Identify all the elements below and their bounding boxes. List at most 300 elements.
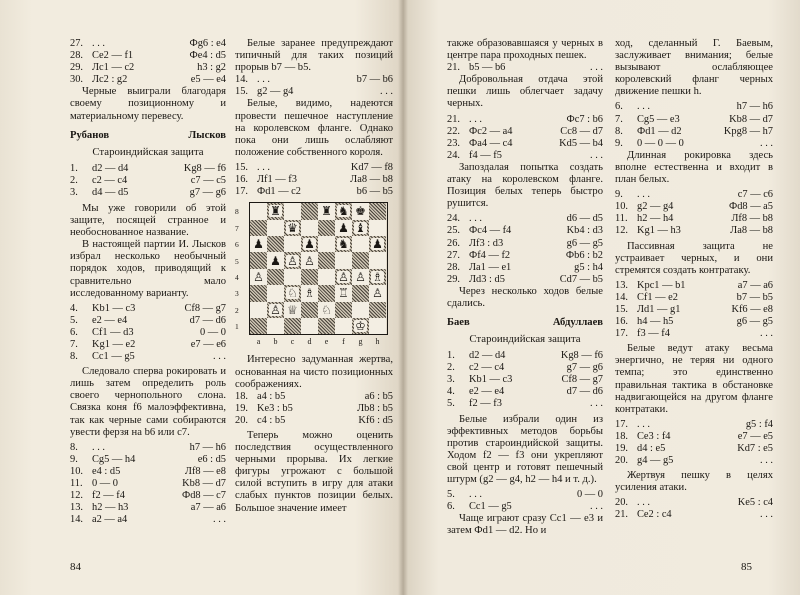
move-row: [615, 419, 773, 431]
chess-piece: ♘: [287, 286, 298, 301]
white-move: Лс2 : g2: [92, 74, 128, 86]
move-row: [615, 443, 773, 455]
move-number: 13.: [615, 279, 628, 291]
commentary: Жертвуя пешку в целях усиления атаки.: [615, 470, 773, 494]
board-square: [352, 302, 369, 318]
moves-block: [235, 391, 393, 427]
opening-name: Староиндийская защита: [92, 145, 204, 158]
white-move: Cg5 — e3: [637, 113, 680, 125]
moves-block: [615, 419, 773, 467]
move-number: 24.: [447, 213, 460, 225]
player-white: Рубанов: [70, 129, 110, 141]
board-square: [352, 285, 369, 301]
white-move: . . .: [637, 189, 650, 201]
move-row: [447, 489, 603, 501]
white-move: Kpc1 — b1: [637, 279, 686, 291]
rank-label: 3: [235, 289, 239, 299]
move-row: [615, 304, 773, 316]
move-number: 6.: [615, 101, 623, 113]
move-number: 21.: [615, 509, 628, 521]
move-row: [70, 38, 226, 50]
board-square: [352, 269, 369, 285]
rank-label: 8: [235, 207, 239, 217]
move-number: 9.: [615, 137, 623, 149]
move-row: [235, 391, 393, 403]
white-move: Лс1 — с2: [92, 62, 135, 74]
move-number: 4.: [447, 386, 455, 398]
move-row: [235, 86, 393, 98]
move-number: 24.: [447, 149, 460, 161]
commentary: Пассивная защита не устраивает черных, и они стремятся создать контратаку.: [615, 240, 773, 276]
move-number: 14.: [235, 74, 248, 86]
board-square: [250, 252, 267, 268]
move-number: 1.: [447, 350, 455, 362]
move-row: [447, 138, 603, 150]
black-move: Cf8 — g7: [184, 302, 226, 314]
white-move: g2 — g4: [637, 201, 674, 213]
board-square: [267, 269, 284, 285]
black-move: 0 — 0: [200, 326, 226, 338]
move-number: 7.: [615, 113, 623, 125]
move-number: 26.: [447, 237, 460, 249]
black-move: Cc8 — d7: [560, 125, 603, 137]
move-number: 5.: [447, 489, 455, 501]
chess-board: [249, 202, 388, 335]
move-number: 20.: [615, 497, 628, 509]
black-move: Kd7 : e5: [737, 443, 773, 454]
black-move: Kf6 : d5: [358, 414, 393, 426]
white-move: Лf3 : d3: [469, 237, 504, 249]
move-number: 14.: [615, 291, 628, 303]
board-square: [284, 269, 301, 285]
white-move: Cf1 — d3: [92, 326, 134, 338]
black-move: g7 — g6: [566, 362, 603, 374]
left-page-column-2: [235, 38, 393, 515]
board-square: [301, 318, 318, 334]
black-move: Kd5 — b4: [559, 137, 603, 149]
black-move: Фd8 — c7: [182, 490, 226, 502]
move-row: [615, 431, 773, 443]
right-page-column-2: [615, 38, 773, 522]
white-move: d4 : e5: [637, 443, 666, 454]
move-row: [235, 403, 393, 415]
board-square: [250, 285, 267, 301]
white-move: Се2 — f1: [92, 50, 134, 62]
commentary: Мы уже говорили об этой защите, посящей странное и необоснованное название.: [70, 202, 226, 239]
file-label: e: [324, 337, 329, 347]
commentary: Интересно задуманная жертва, основанная на чисто позиционных соображениях.: [235, 354, 393, 390]
black-move: h7 — h6: [189, 441, 226, 453]
black-move: a6 : b5: [364, 390, 393, 402]
chess-piece: ♘: [321, 302, 332, 317]
move-number: 16.: [235, 174, 248, 186]
white-move: . . .: [257, 161, 270, 173]
board-square: [284, 318, 301, 334]
commentary: Белые избрали один из эффективных методов борьбы против староиндийской защиты. Ходом f2 — f3 они укрепляют свой центр и готовят пешечный штурм (g2 — g4, h2 — h4 и т. д.).: [447, 413, 603, 485]
board-square: [301, 220, 318, 236]
move-number: 10.: [70, 465, 83, 477]
white-move: . . .: [469, 213, 482, 225]
moves-block: [447, 213, 603, 286]
white-move: Ke3 : b5: [257, 402, 293, 414]
black-move: d7 — d6: [189, 314, 226, 326]
black-move: . . .: [213, 351, 226, 363]
board-square: [369, 302, 386, 318]
chess-piece: ♔: [355, 319, 366, 334]
move-number: 21.: [447, 113, 460, 125]
white-move: a4 : b5: [257, 390, 286, 402]
white-move: Фf4 — f2: [469, 249, 511, 261]
move-number: 15.: [235, 161, 248, 173]
move-number: 20.: [615, 455, 628, 467]
move-number: 5.: [70, 314, 78, 326]
move-row: [70, 339, 226, 351]
move-number: 9.: [615, 189, 623, 201]
moves-block: [235, 162, 393, 198]
move-row: [615, 114, 773, 126]
move-number: 19.: [615, 443, 628, 454]
move-number: 1.: [70, 162, 78, 174]
black-move: g6 — g5: [566, 237, 603, 249]
white-move: Kg1 — h3: [637, 225, 681, 237]
commentary: В настоящей партии И. Лысков избрал несколько необычный порядок ходов, приводящий к сравнительно мало исследованному варианту.: [70, 239, 226, 299]
black-move: c7 — c6: [737, 189, 773, 201]
chess-piece: ♟: [372, 237, 383, 252]
move-number: 16.: [615, 316, 628, 328]
chess-piece: ♙: [270, 302, 281, 317]
chess-piece: ♙: [338, 269, 349, 284]
move-number: 18.: [615, 430, 628, 442]
move-row: [235, 74, 393, 86]
move-number: 27.: [447, 249, 460, 261]
move-row: [447, 225, 603, 237]
move-number: 29.: [70, 62, 83, 74]
move-number: 27.: [70, 38, 83, 49]
move-number: 28.: [70, 50, 83, 62]
black-move: Фc7 : b6: [566, 113, 603, 125]
move-number: 28.: [447, 261, 460, 273]
white-move: 0 — 0 — 0: [637, 137, 684, 149]
black-move: Kd7 — f8: [350, 161, 393, 173]
move-row: [615, 201, 773, 213]
chess-piece: ♗: [304, 286, 315, 301]
moves-block: [70, 303, 226, 363]
file-label: b: [273, 337, 278, 347]
move-row: [447, 250, 603, 262]
white-move: h2 — h3: [92, 502, 129, 514]
board-square: [284, 236, 301, 252]
player-black: Лысков: [188, 129, 226, 141]
board-square: [369, 318, 386, 334]
move-number: 11.: [70, 478, 83, 489]
board-square: [352, 220, 369, 236]
chess-piece: ♗: [372, 269, 383, 284]
board-square: [352, 203, 369, 219]
black-move: Kpg8 — h7: [723, 125, 773, 137]
page-number-left: 84: [70, 561, 81, 573]
board-square: [352, 318, 369, 334]
black-move: . . .: [590, 398, 603, 410]
black-move: b7 — b5: [736, 291, 773, 303]
board-square: [301, 302, 318, 318]
white-move: g4 — g5: [637, 455, 674, 467]
move-row: [70, 163, 226, 175]
move-number: 6.: [447, 501, 455, 513]
page-number-right: 85: [741, 561, 752, 573]
move-row: [70, 442, 226, 454]
move-number: 19.: [235, 402, 248, 414]
white-move: c2 — c4: [92, 174, 128, 186]
white-move: e2 — e4: [92, 314, 128, 326]
board-square: [250, 236, 267, 252]
move-row: [615, 292, 773, 304]
chess-piece: ♚: [355, 204, 366, 219]
black-move: Фg6 : e4: [189, 38, 226, 49]
move-row: [615, 280, 773, 292]
board-square: [301, 269, 318, 285]
black-move: . . .: [590, 62, 603, 74]
board-square: [284, 302, 301, 318]
black-move: . . .: [380, 86, 393, 98]
file-label: f: [342, 337, 345, 347]
board-square: [267, 236, 284, 252]
board-square: [318, 236, 335, 252]
commentary: Черные выиграли благодаря своему позиционному и материальному перевесу.: [70, 86, 226, 122]
board-square: [335, 236, 352, 252]
move-row: [70, 175, 226, 187]
black-move: g7 — g6: [189, 186, 226, 198]
move-number: 29.: [447, 273, 460, 285]
move-number: 10.: [615, 201, 628, 213]
black-move: Фd8 — a5: [729, 201, 773, 213]
move-row: [615, 316, 773, 328]
black-move: h7 — h6: [736, 101, 773, 113]
move-row: [447, 362, 603, 374]
moves-block: [235, 74, 393, 98]
black-move: a7 — a6: [737, 279, 773, 291]
move-number: 15.: [615, 303, 628, 315]
chess-piece: ♛: [287, 220, 298, 235]
moves-block: [615, 101, 773, 149]
board-square: [369, 203, 386, 219]
move-number: 7.: [70, 338, 78, 350]
move-row: [70, 187, 226, 199]
commentary: Чаще играют сразу Cc1 — e3 и затем Фd1 — d2. Но и: [447, 513, 603, 537]
rank-label: 1: [235, 322, 239, 332]
white-move: c2 — c4: [469, 362, 505, 374]
move-number: 30.: [70, 74, 83, 86]
board-file-labels: [250, 336, 393, 348]
black-move: Cd7 — b5: [559, 273, 603, 285]
move-number: 13.: [70, 502, 83, 514]
rank-label: 5: [235, 256, 239, 266]
white-move: Ce3 : f4: [637, 430, 671, 442]
white-move: Лa1 — e1: [469, 261, 512, 273]
white-move: Ce2 : c4: [637, 509, 672, 521]
move-row: [70, 514, 226, 526]
black-move: . . .: [590, 501, 603, 513]
move-row: [615, 455, 773, 467]
board-square: [318, 269, 335, 285]
move-row: [447, 350, 603, 362]
white-move: Фc2 — a4: [469, 125, 513, 137]
move-row: [615, 101, 773, 113]
chess-piece: ♟: [270, 253, 281, 268]
white-move: . . .: [92, 441, 105, 453]
move-row: [447, 501, 603, 513]
move-row: [615, 126, 773, 138]
black-move: a7 — a6: [190, 502, 226, 514]
board-square: [267, 252, 284, 268]
black-move: g5 : h4: [574, 261, 603, 273]
white-move: Cg5 — h4: [92, 453, 136, 465]
black-move: Лa8 — b8: [350, 174, 393, 186]
move-row: [447, 374, 603, 386]
move-number: 2.: [447, 362, 455, 374]
opening-name: Староиндийская защита: [469, 333, 581, 346]
board-square: [318, 203, 335, 219]
black-move: Kb4 : d3: [566, 225, 603, 237]
white-move: Фc4 — f4: [469, 225, 512, 237]
white-move: Cc1 — g5: [92, 351, 135, 363]
board-square: [250, 269, 267, 285]
move-number: 21.: [447, 62, 460, 74]
right-page: [403, 0, 800, 595]
chess-piece: ♙: [287, 253, 298, 268]
player-black: Абдуллаев: [552, 317, 603, 329]
chess-piece: ♕: [287, 302, 298, 317]
move-row: [70, 466, 226, 478]
move-number: 5.: [447, 398, 455, 410]
moves-block: [447, 489, 603, 513]
black-move: Фb6 : b2: [565, 249, 603, 261]
move-row: [70, 478, 226, 490]
board-square: [369, 220, 386, 236]
white-move: d2 — d4: [92, 162, 129, 174]
black-move: Фе4 : d5: [189, 50, 226, 62]
chess-piece: ♙: [304, 253, 315, 268]
black-move: c7 — c5: [190, 174, 226, 186]
commentary: Белые, видимо, надеются провести пешечное наступление на королевском фланге. Однако пока они лишь ослабляют положение собственного короля.: [235, 98, 393, 158]
move-number: 3.: [447, 374, 455, 386]
white-move: Лf1 — f3: [257, 174, 297, 186]
book-gutter: [398, 0, 408, 595]
move-number: 3.: [70, 186, 78, 198]
chess-piece: ♞: [338, 204, 349, 219]
move-number: 6.: [70, 326, 78, 338]
board-square: [335, 302, 352, 318]
move-row: [235, 174, 393, 186]
white-move: Лd1 — g1: [637, 303, 681, 315]
move-row: [615, 225, 773, 237]
commentary: также образовавшаяся у черных в центре пара проходных пешек.: [447, 38, 603, 62]
chess-piece: ♞: [338, 237, 349, 252]
white-move: e4 : d5: [92, 465, 121, 477]
chess-piece: ♜: [270, 204, 281, 219]
white-move: a2 — a4: [92, 514, 128, 526]
move-row: [447, 262, 603, 274]
board-square: [267, 285, 284, 301]
move-row: [70, 303, 226, 315]
move-row: [447, 114, 603, 126]
move-row: [447, 213, 603, 225]
move-number: 17.: [615, 418, 628, 430]
white-move: f3 — f4: [637, 328, 670, 340]
move-row: [235, 162, 393, 174]
white-move: . . .: [257, 74, 270, 86]
move-number: 15.: [235, 86, 248, 98]
move-row: [70, 454, 226, 466]
chess-piece: ♖: [338, 286, 349, 301]
black-move: b7 — b6: [356, 74, 393, 86]
right-page-column-1: [447, 38, 603, 537]
board-square: [318, 220, 335, 236]
move-row: [70, 490, 226, 502]
white-move: g2 — g4: [257, 86, 294, 98]
white-move: Cf1 — e2: [637, 291, 678, 303]
board-square: [301, 285, 318, 301]
commentary: Белые заранее предупреждают типичный для таких позиций прорыв b7 — b5.: [235, 38, 393, 74]
white-move: . . .: [637, 497, 650, 509]
moves-block: [447, 114, 603, 162]
board-square: [318, 285, 335, 301]
black-move: Ke5 : c4: [737, 497, 773, 509]
commentary: ход, сделанный Г. Баевым, заслуживает внимания; белые вызывают ослабляющее королевский фланг черных движение пешки h.: [615, 38, 773, 98]
board-square: [352, 236, 369, 252]
white-move: 0 — 0: [92, 478, 118, 489]
board-square: [318, 318, 335, 334]
game-header: [447, 316, 603, 329]
file-label: c: [290, 337, 295, 347]
black-move: Kb8 — d7: [729, 113, 773, 125]
move-row: [235, 415, 393, 427]
white-move: f2 — f4: [92, 490, 125, 502]
move-row: [447, 398, 603, 410]
commentary: Белые ведут атаку весьма энергично, не теряя ни одного темпа; это единственно правильная тактика в обстановке надвигающейся на другом фланге контратаки.: [615, 343, 773, 415]
move-row: [70, 74, 226, 86]
board-square: [369, 269, 386, 285]
left-page-column-1: [70, 38, 226, 526]
black-move: Kf6 — e8: [731, 303, 773, 315]
board-square: [335, 318, 352, 334]
black-move: d6 — d5: [566, 213, 603, 225]
chess-piece: ♙: [372, 286, 383, 301]
black-move: e7 — e5: [737, 430, 773, 442]
white-move: . . .: [637, 101, 650, 113]
white-move: f2 — f3: [469, 398, 502, 410]
commentary: Запоздалая попытка создать атаку на королевском фланге. Позиция белых теперь быстро рушится.: [447, 161, 603, 210]
move-number: 14.: [70, 514, 83, 526]
white-move: d4 — d5: [92, 186, 129, 198]
move-row: [235, 186, 393, 198]
black-move: е5 — е4: [190, 74, 226, 86]
file-label: d: [307, 337, 312, 347]
white-move: d2 — d4: [469, 350, 506, 362]
moves-block: [70, 163, 226, 199]
black-move: . . .: [760, 509, 773, 521]
board-square: [335, 252, 352, 268]
move-row: [447, 274, 603, 286]
move-number: 12.: [70, 490, 83, 502]
white-move: . . .: [92, 38, 105, 49]
moves-block: [447, 350, 603, 410]
white-move: f4 — f5: [469, 149, 502, 161]
black-move: Лb8 : b5: [357, 402, 393, 414]
white-move: Фd1 — d2: [637, 125, 682, 137]
black-move: g5 : f4: [745, 418, 773, 430]
move-row: [615, 497, 773, 509]
move-row: [447, 238, 603, 250]
